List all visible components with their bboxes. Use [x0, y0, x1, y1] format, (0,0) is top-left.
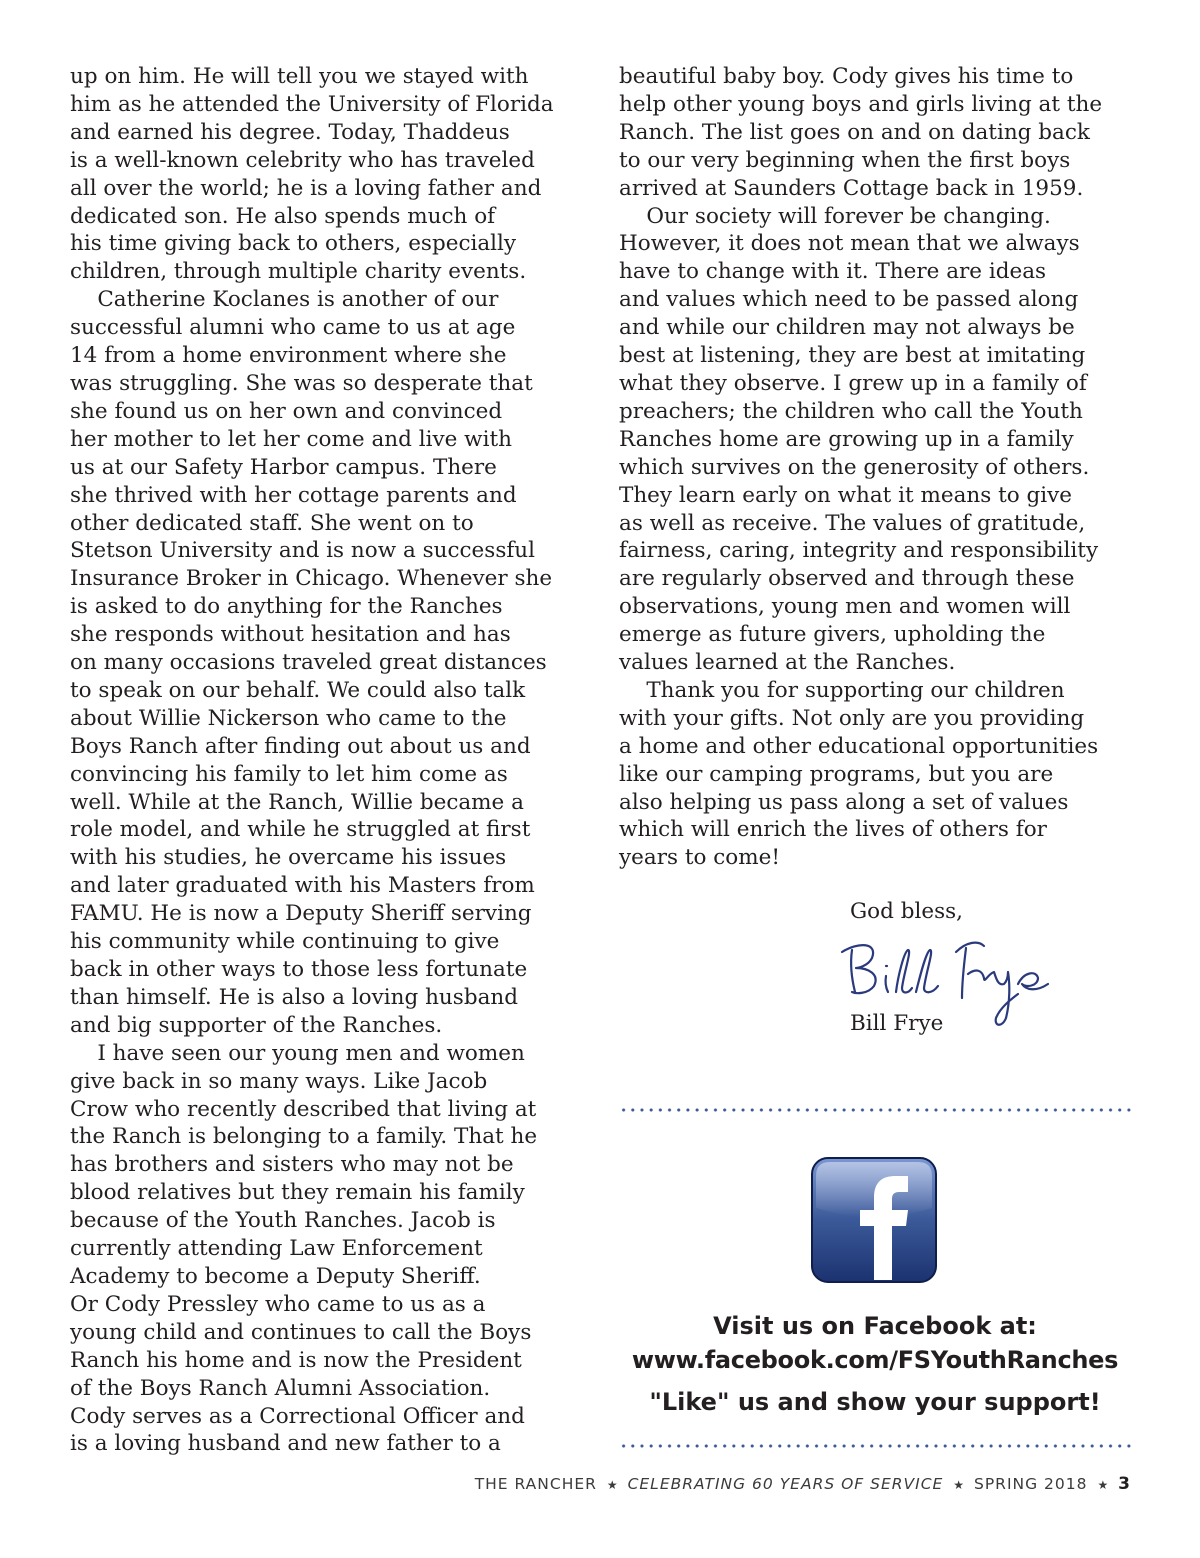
- text-line: about Willie Nickerson who came to the: [70, 705, 507, 731]
- footer-tagline: CELEBRATING 60 YEARS OF SERVICE: [627, 1475, 944, 1493]
- text-line: currently attending Law Enforcement: [70, 1236, 483, 1262]
- text-line: his time giving back to others, especially: [70, 231, 517, 257]
- dotted-divider-bottom: [619, 1444, 1134, 1448]
- star-icon: ★: [606, 1478, 618, 1492]
- text-line: arrived at Saunders Cottage back in 1959.: [619, 175, 1084, 201]
- text-line: is a well-known celebrity who has traveled: [70, 147, 535, 173]
- text-line: him as he attended the University of Florida: [70, 91, 554, 117]
- text-line: with his studies, he overcame his issues: [70, 845, 507, 871]
- text-line: and values which need to be passed along: [619, 287, 1079, 313]
- text-line: children, through multiple charity events.: [70, 259, 527, 285]
- text-line: to speak on our behalf. We could also talk: [70, 677, 526, 703]
- text-line: Boys Ranch after finding out about us and: [70, 733, 531, 759]
- text-line: Ranch his home and is now the President: [70, 1347, 522, 1373]
- text-line: a home and other educational opportunities: [619, 733, 1099, 759]
- facebook-like-text: "Like" us and show your support!: [649, 1388, 1101, 1416]
- text-line: Thank you for supporting our children: [619, 677, 1065, 703]
- text-line: Ranch. The list goes on and on dating back: [619, 119, 1090, 145]
- text-line: on many occasions traveled great distances: [70, 650, 547, 676]
- star-icon: ★: [953, 1478, 965, 1492]
- text-line: Or Cody Pressley who came to us as a: [70, 1291, 486, 1317]
- text-line: role model, and while he struggled at first: [70, 817, 531, 843]
- text-line: Ranches home are growing up in a family: [619, 426, 1074, 452]
- right-column: [619, 63, 1139, 872]
- text-line: have to change with it. There are ideas: [619, 259, 1047, 285]
- text-line: blood relatives but they remain his family: [70, 1180, 525, 1206]
- text-line: which survives on the generosity of others.: [619, 454, 1090, 480]
- text-line: best at listening, they are best at imitating: [619, 343, 1086, 369]
- text-line: convincing his family to let him come as: [70, 761, 508, 787]
- text-line: because of the Youth Ranches. Jacob is: [70, 1208, 496, 1234]
- facebook-logo-icon: [810, 1156, 938, 1284]
- text-line: 14 from a home environment where she: [70, 343, 507, 369]
- left-column: [70, 63, 590, 1458]
- text-line: I have seen our young men and women: [70, 1040, 525, 1066]
- text-line: and earned his degree. Today, Thaddeus: [70, 119, 510, 145]
- closing-salutation: God bless,: [850, 899, 963, 924]
- signer-name: Bill Frye: [850, 1011, 944, 1036]
- text-line: observations, young men and women will: [619, 594, 1071, 620]
- footer-publication: THE RANCHER: [474, 1475, 597, 1493]
- text-line: to our very beginning when the first boys: [619, 147, 1071, 173]
- text-line: has brothers and sisters who may not be: [70, 1152, 514, 1178]
- text-line: are regularly observed and through these: [619, 566, 1075, 592]
- text-line: like our camping programs, but you are: [619, 761, 1054, 787]
- text-line: successful alumni who came to us at age: [70, 315, 516, 341]
- text-line: Stetson University and is now a successful: [70, 538, 536, 564]
- text-line: and later graduated with his Masters from: [70, 873, 535, 899]
- text-line: Catherine Koclanes is another of our: [70, 287, 499, 313]
- text-line: with your gifts. Not only are you providing: [619, 705, 1085, 731]
- text-line: FAMU. He is now a Deputy Sheriff serving: [70, 901, 532, 927]
- text-line: the Ranch is belonging to a family. That he: [70, 1124, 538, 1150]
- text-line: emerge as future givers, upholding the: [619, 622, 1046, 648]
- footer-issue: SPRING 2018: [974, 1475, 1088, 1493]
- facebook-url[interactable]: www.facebook.com/FSYouthRanches: [631, 1346, 1119, 1374]
- text-line: Crow who recently described that living at: [70, 1096, 537, 1122]
- text-line: all over the world; he is a loving father and: [70, 175, 542, 201]
- text-line: years to come!: [619, 845, 780, 871]
- text-line: his community while continuing to give: [70, 929, 500, 955]
- text-line: which will enrich the lives of others for: [619, 817, 1047, 843]
- text-line: back in other ways to those less fortunate: [70, 957, 528, 982]
- text-line: she responds without hesitation and has: [70, 622, 511, 648]
- text-line: beautiful baby boy. Cody gives his time to: [619, 64, 1074, 89]
- text-line: is a loving husband and new father to a: [70, 1431, 501, 1457]
- text-line: her mother to let her come and live with: [70, 426, 512, 452]
- text-line: values learned at the Ranches.: [619, 650, 956, 676]
- text-line: of the Boys Ranch Alumni Association.: [70, 1375, 491, 1401]
- text-line: was struggling. She was so desperate that: [70, 370, 533, 396]
- text-line: help other young boys and girls living at the: [619, 91, 1103, 117]
- text-line: Our society will forever be changing.: [619, 203, 1051, 229]
- text-line: as well as receive. The values of gratitude,: [619, 510, 1086, 536]
- text-line: and big supporter of the Ranches.: [70, 1012, 443, 1038]
- text-line: up on him. He will tell you we stayed with: [70, 64, 529, 89]
- text-line: fairness, caring, integrity and responsibility: [619, 538, 1099, 564]
- text-line: Cody serves as a Correctional Officer and: [70, 1403, 525, 1429]
- text-line: well. While at the Ranch, Willie became a: [70, 789, 524, 815]
- text-line: young child and continues to call the Boys: [70, 1319, 532, 1345]
- text-line: Academy to become a Deputy Sheriff.: [70, 1263, 481, 1289]
- text-line: she thrived with her cottage parents and: [70, 482, 517, 508]
- page-footer: [475, 1474, 1130, 1494]
- text-line: Insurance Broker in Chicago. Whenever she: [70, 566, 553, 592]
- text-line: us at our Safety Harbor campus. There: [70, 454, 497, 480]
- text-line: what they observe. I grew up in a family of: [619, 370, 1087, 396]
- text-line: other dedicated staff. She went on to: [70, 510, 474, 536]
- text-line: also helping us pass along a set of values: [619, 789, 1069, 815]
- text-line: They learn early on what it means to give: [619, 482, 1073, 508]
- text-line: However, it does not mean that we always: [619, 231, 1080, 257]
- text-line: dedicated son. He also spends much of: [70, 203, 496, 229]
- text-line: preachers; the children who call the Youth: [619, 398, 1083, 424]
- facebook-visit-text: Visit us on Facebook at:: [713, 1312, 1037, 1340]
- text-line: give back in so many ways. Like Jacob: [70, 1068, 488, 1094]
- dotted-divider-top: [619, 1108, 1134, 1112]
- text-line: she found us on her own and convinced: [70, 398, 503, 424]
- text-line: and while our children may not always be: [619, 315, 1075, 341]
- page-number: 3: [1118, 1474, 1130, 1494]
- text-line: is asked to do anything for the Ranches: [70, 594, 503, 620]
- text-line: than himself. He is also a loving husband: [70, 984, 519, 1010]
- star-icon: ★: [1097, 1478, 1109, 1492]
